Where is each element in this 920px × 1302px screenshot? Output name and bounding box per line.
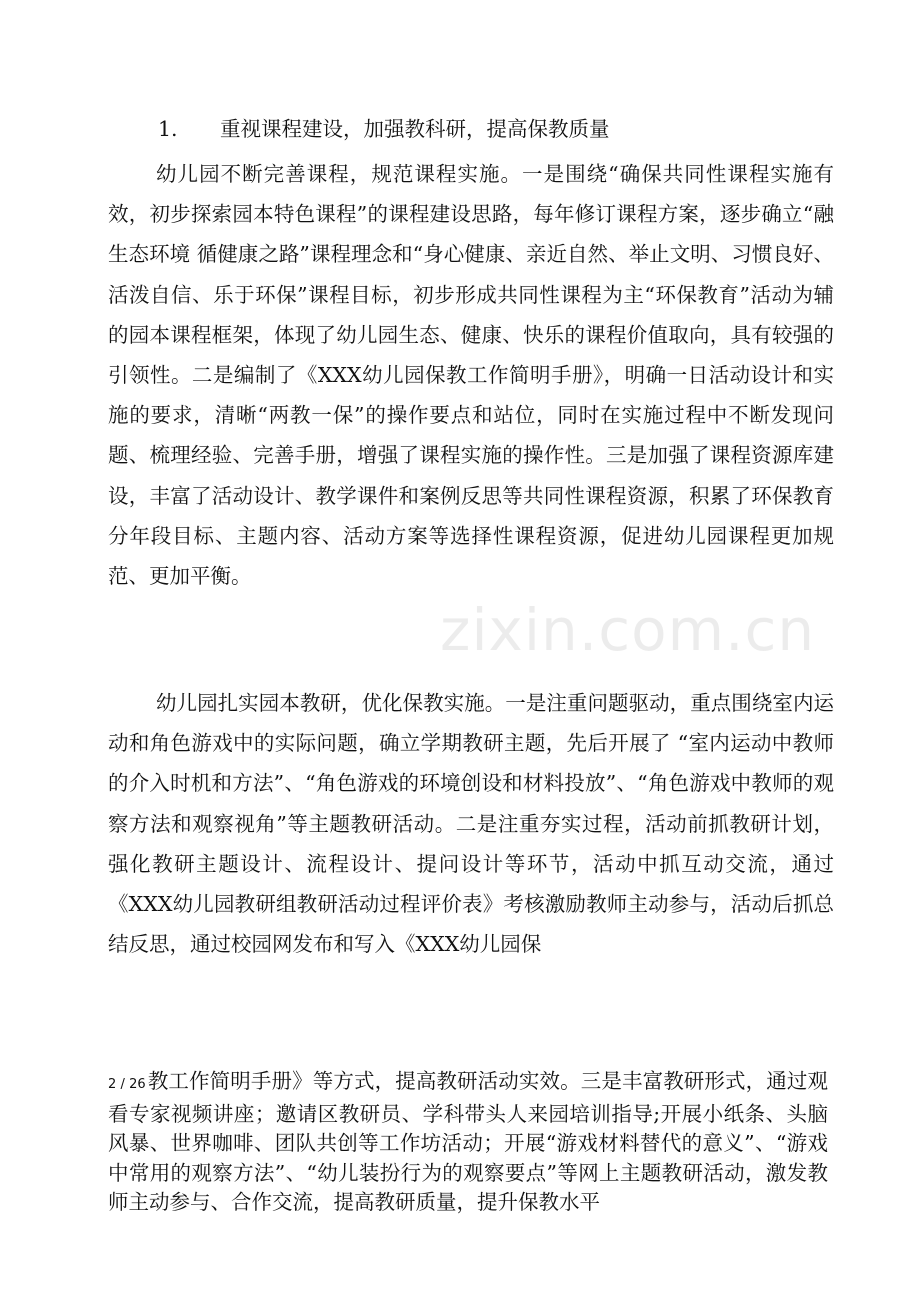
section-heading [158, 114, 610, 144]
page-footer-text [108, 1067, 828, 1218]
continued-text: 教工作简明手册》等方式，提高教研活动实效。三是丰富教研形式，通过观看专家视频讲座；邀请区教研员、学科带头人来园培训指导;开展小纸条、头脑风暴、世界咖啡、团队共创等工作坊活动；开展“游戏材料替代的意义”、“游戏中常用的观察方法”、“幼儿装扮行为的观察要点”等网上主题教研活动，激发教师主动参与、合作交流，提高教研质量，提升保教水平 [108, 1069, 829, 1214]
paragraph-curriculum: 幼儿园不断完善课程，规范课程实施。一是围绕“确保共同性课程实施有效，初步探索园本特色课程”的课程建设思路，每年修订课程方案，逐步确立“融生态环境 循健康之路”课程理念和“身心健康、亲近自然、举止文明、习惯良好、活泼自信、乐于环保”课程目标，初步形成共同性课程为主“环保教育”活动为辅的园本课程框架，体现了幼儿园生态、健康、快乐的课程价值取向，具有较强的引领性。二是编制了《XXX幼儿园保教工作简明手册》，明确一日活动设计和实施的要求，清晰“两教一保”的操作要点和站位，同时在实施过程中不断发现问题、梳理经验、完善手册，增强了课程实施的操作性。三是加强了课程资源库建设，丰富了活动设计、教学课件和案例反思等共同性课程资源，积累了环保教育分年段目标、主题内容、活动方案等选择性课程资源，促进幼儿园课程更加规范、更加平衡。 [108, 162, 834, 589]
paragraph-research: 幼儿园扎实园本教研，优化保教实施。一是注重问题驱动，重点围绕室内运动和角色游戏中的实际问题，确立学期教研主题，先后开展了 “室内运动中教师的介入时机和方法”、“角色游戏的环境创设和材料投放”、“角色游戏中教师的观察方法和观察视角”等主题教研活动。二是注重夯实过程，活动前抓教研计划，强化教研主题设计、流程设计、提问设计等环节，活动中抓互动交流，通过《XXX幼儿园教研组教研活动过程评价表》考核激励教师主动参与，活动后抓总结反思，通过校园网发布和写入《XXX幼儿园保 [108, 691, 834, 957]
section-number: 1. [158, 117, 178, 141]
page-number: 2 / 26 [108, 1077, 146, 1092]
watermark: zixin.com.cn [440, 596, 816, 664]
section-title: 重视课程建设，加强教科研，提高保教质量 [220, 117, 610, 141]
